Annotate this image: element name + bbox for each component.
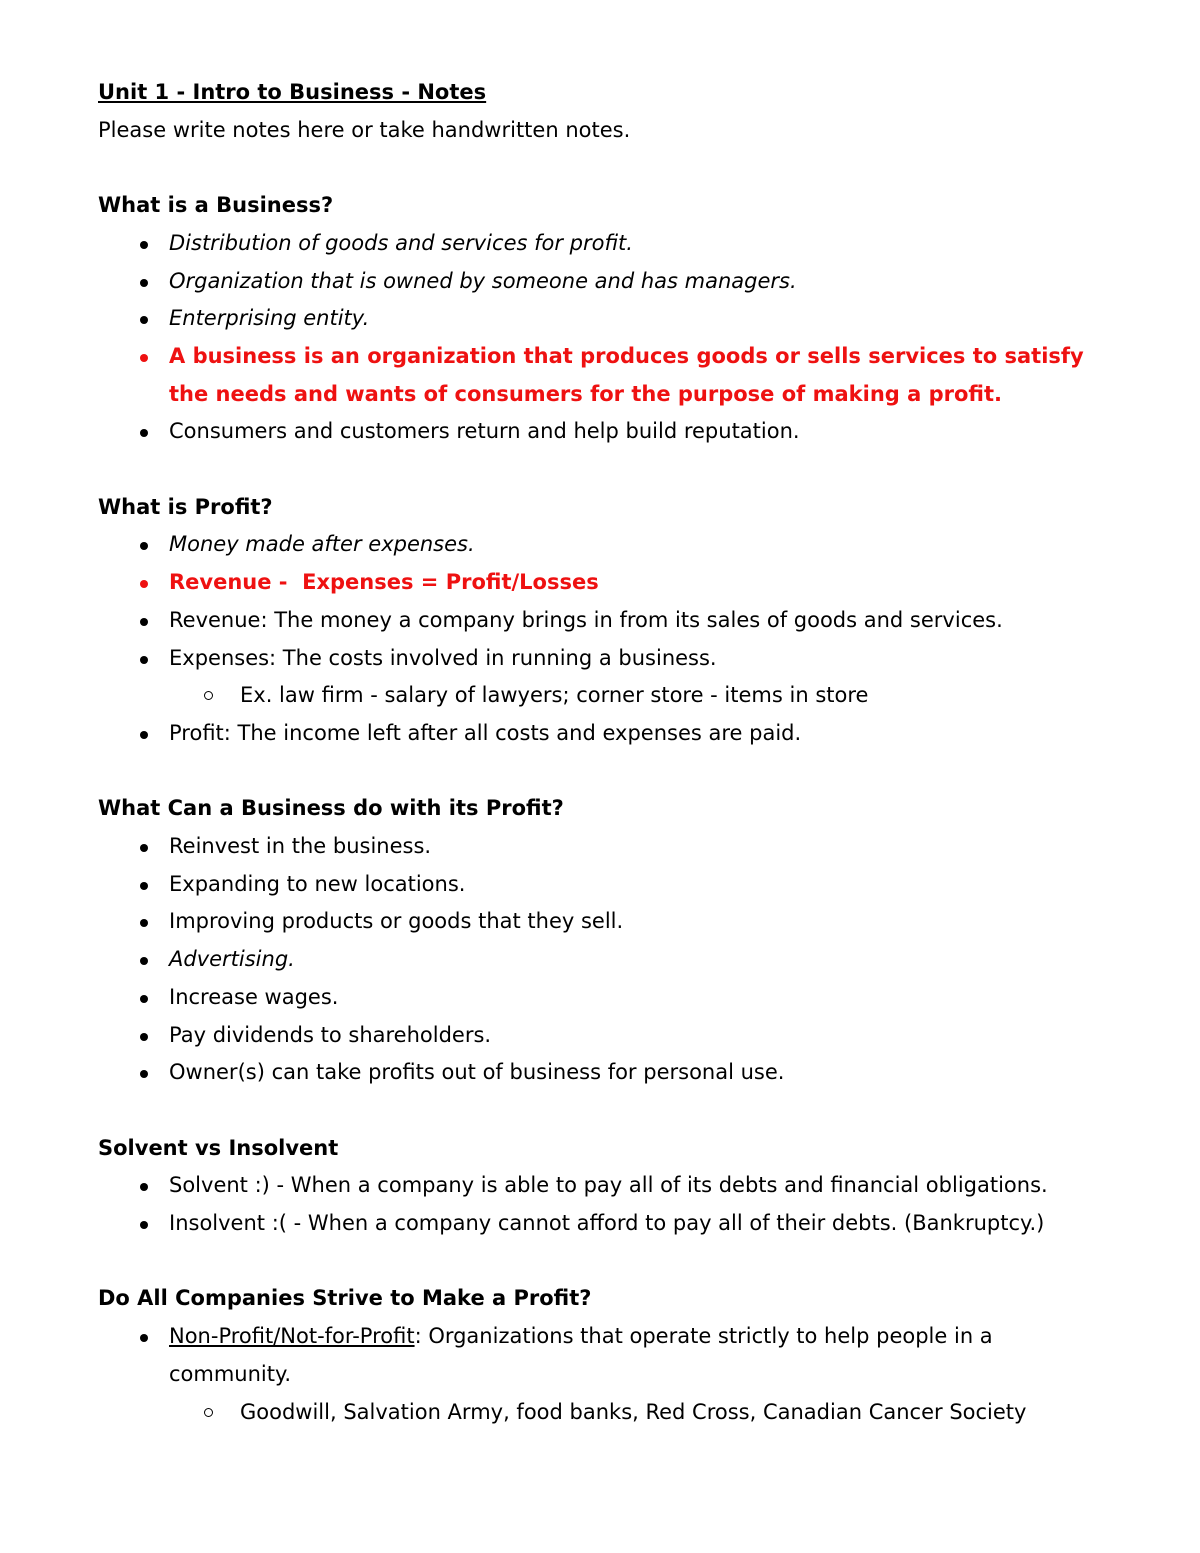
doc-subtitle: Please write notes here or take handwritten notes. <box>98 117 631 142</box>
bullet-icon <box>140 882 148 890</box>
section-heading-solvency: Solvent vs Insolvent <box>98 1135 339 1160</box>
list-item: Expenses: The costs involved in running a business. <box>98 640 1118 678</box>
circle-bullet-icon <box>204 691 213 700</box>
bullet-icon <box>140 241 148 249</box>
bullet-icon <box>140 1221 148 1229</box>
bullet-icon <box>140 1070 148 1078</box>
list-item: Profit: The income left after all costs and expenses are paid. <box>98 715 1118 753</box>
circle-bullet-icon <box>204 1408 213 1417</box>
list-item: Insolvent :( - When a company cannot afford to pay all of their debts. (Bankruptcy.) <box>98 1205 1118 1243</box>
list-item: Expanding to new locations. <box>98 866 1118 904</box>
list-item: Advertising. <box>98 941 1118 979</box>
bullet-icon <box>140 580 148 588</box>
bullet-icon <box>140 429 148 437</box>
bullet-icon <box>140 279 148 287</box>
list-item: Pay dividends to shareholders. <box>98 1017 1118 1055</box>
list-item-definition-cont: the needs and wants of consumers for the purpose of making a profit. <box>169 381 1002 406</box>
sub-list-item: Goodwill, Salvation Army, food banks, Red Cross, Canadian Cancer Society <box>98 1394 1118 1432</box>
bullet-icon <box>140 656 148 664</box>
bullet-icon <box>140 957 148 965</box>
notes-page <box>98 74 1118 1431</box>
bullet-icon <box>140 919 148 927</box>
doc-title: Unit 1 - Intro to Business - Notes <box>98 80 487 104</box>
list-item: Consumers and customers return and help build reputation. <box>98 413 1118 451</box>
list-item-formula: Revenue - Expenses = Profit/Losses <box>98 564 1118 602</box>
bullet-icon <box>140 844 148 852</box>
bullet-icon <box>140 731 148 739</box>
list-item: Distribution of goods and services for profit. <box>98 225 1118 263</box>
nonprofit-term: Non-Profit/Not-for-Profit <box>169 1324 415 1349</box>
list-item-definition: A business is an organization that produces goods or sells services to satisfy <box>98 338 1118 376</box>
bullet-icon <box>140 618 148 626</box>
list-item: Owner(s) can take profits out of business for personal use. <box>98 1054 1118 1092</box>
bullet-icon <box>140 1033 148 1041</box>
list-item: Revenue: The money a company brings in from its sales of goods and services. <box>98 602 1118 640</box>
list-item-cont: community. <box>169 1361 292 1386</box>
list-item: Money made after expenses. <box>98 526 1118 564</box>
list-item: Solvent :) - When a company is able to pay all of its debts and financial obligations. <box>98 1167 1118 1205</box>
sub-list-item: Ex. law firm - salary of lawyers; corner store - items in store <box>98 677 1118 715</box>
bullet-icon <box>140 542 148 550</box>
list-item: Organization that is owned by someone and has managers. <box>98 263 1118 301</box>
list-item: Non-Profit/Not-for-Profit: Organizations that operate strictly to help people in a <box>98 1318 1118 1356</box>
bullet-icon <box>140 316 148 324</box>
bullet-icon <box>140 1334 148 1342</box>
section-heading-nonprofit: Do All Companies Strive to Make a Profit? <box>98 1286 592 1311</box>
bullet-icon <box>140 995 148 1003</box>
bullet-icon <box>140 354 148 362</box>
bullet-icon <box>140 1183 148 1191</box>
section-heading-profit: What is Profit? <box>98 494 273 519</box>
list-item: Increase wages. <box>98 979 1118 1017</box>
section-heading-profit-uses: What Can a Business do with its Profit? <box>98 796 564 821</box>
list-item: Improving products or goods that they sell. <box>98 903 1118 941</box>
section-heading-business: What is a Business? <box>98 193 334 218</box>
list-item: Reinvest in the business. <box>98 828 1118 866</box>
list-item: Enterprising entity. <box>98 300 1118 338</box>
